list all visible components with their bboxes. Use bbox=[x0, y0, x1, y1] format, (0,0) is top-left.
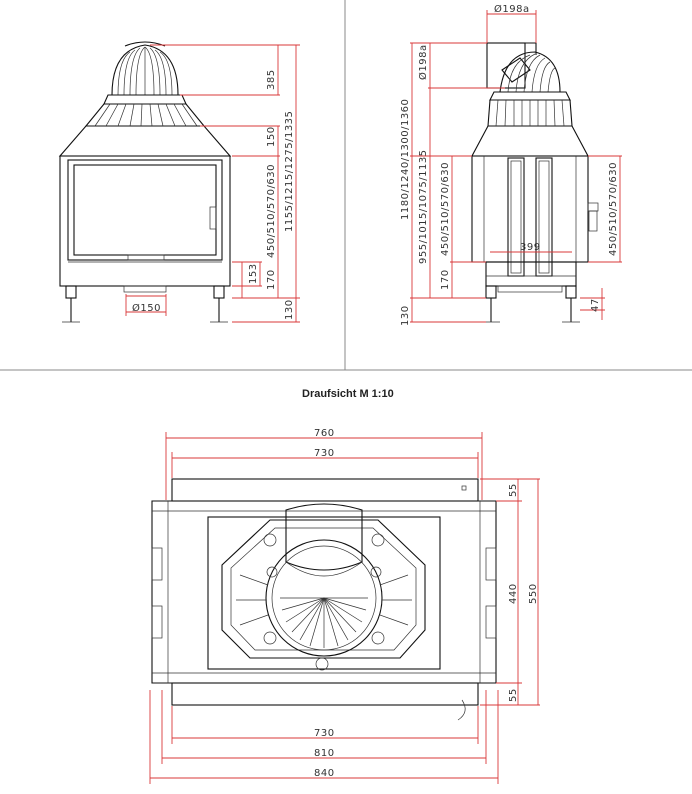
side-dim-130: 130 bbox=[400, 305, 411, 326]
front-dim-150: 150 bbox=[266, 126, 277, 147]
side-dim-1180-1360: 1180/1240/1300/1360 bbox=[400, 98, 411, 220]
side-dim-399: 399 bbox=[520, 242, 541, 253]
top-dim-730-upper: 730 bbox=[314, 448, 335, 459]
top-view bbox=[150, 432, 540, 784]
top-dim-760: 760 bbox=[314, 428, 335, 439]
front-dim-1155-1335: 1155/1215/1275/1335 bbox=[284, 110, 295, 232]
front-dim-130: 130 bbox=[284, 299, 295, 320]
front-view bbox=[60, 42, 300, 322]
front-dim-153: 153 bbox=[248, 263, 259, 284]
top-dim-55-upper: 55 bbox=[508, 483, 519, 497]
side-dim-450-630-right: 450/510/570/630 bbox=[608, 162, 619, 256]
side-top-diameter: Ø198a bbox=[494, 4, 530, 15]
top-dim-810: 810 bbox=[314, 748, 335, 759]
top-dim-550: 550 bbox=[528, 583, 539, 604]
section-title: Draufsicht M 1:10 bbox=[302, 388, 394, 400]
top-dim-55-lower: 55 bbox=[508, 688, 519, 702]
front-dim-385: 385 bbox=[266, 69, 277, 90]
side-dim-955-1135: 955/1015/1075/1135 bbox=[418, 149, 429, 264]
side-dim-450-630-left: 450/510/570/630 bbox=[440, 162, 451, 256]
front-dim-450-630: 450/510/570/630 bbox=[266, 164, 277, 258]
top-dim-840: 840 bbox=[314, 768, 335, 779]
side-dim-170: 170 bbox=[440, 269, 451, 290]
side-flue-diameter: Ø198a bbox=[418, 44, 429, 80]
side-dim-47: 47 bbox=[590, 298, 601, 312]
top-dim-730-lower: 730 bbox=[314, 728, 335, 739]
front-dim-170: 170 bbox=[266, 269, 277, 290]
front-flue-diameter: Ø150 bbox=[132, 303, 161, 314]
top-dim-440: 440 bbox=[508, 583, 519, 604]
